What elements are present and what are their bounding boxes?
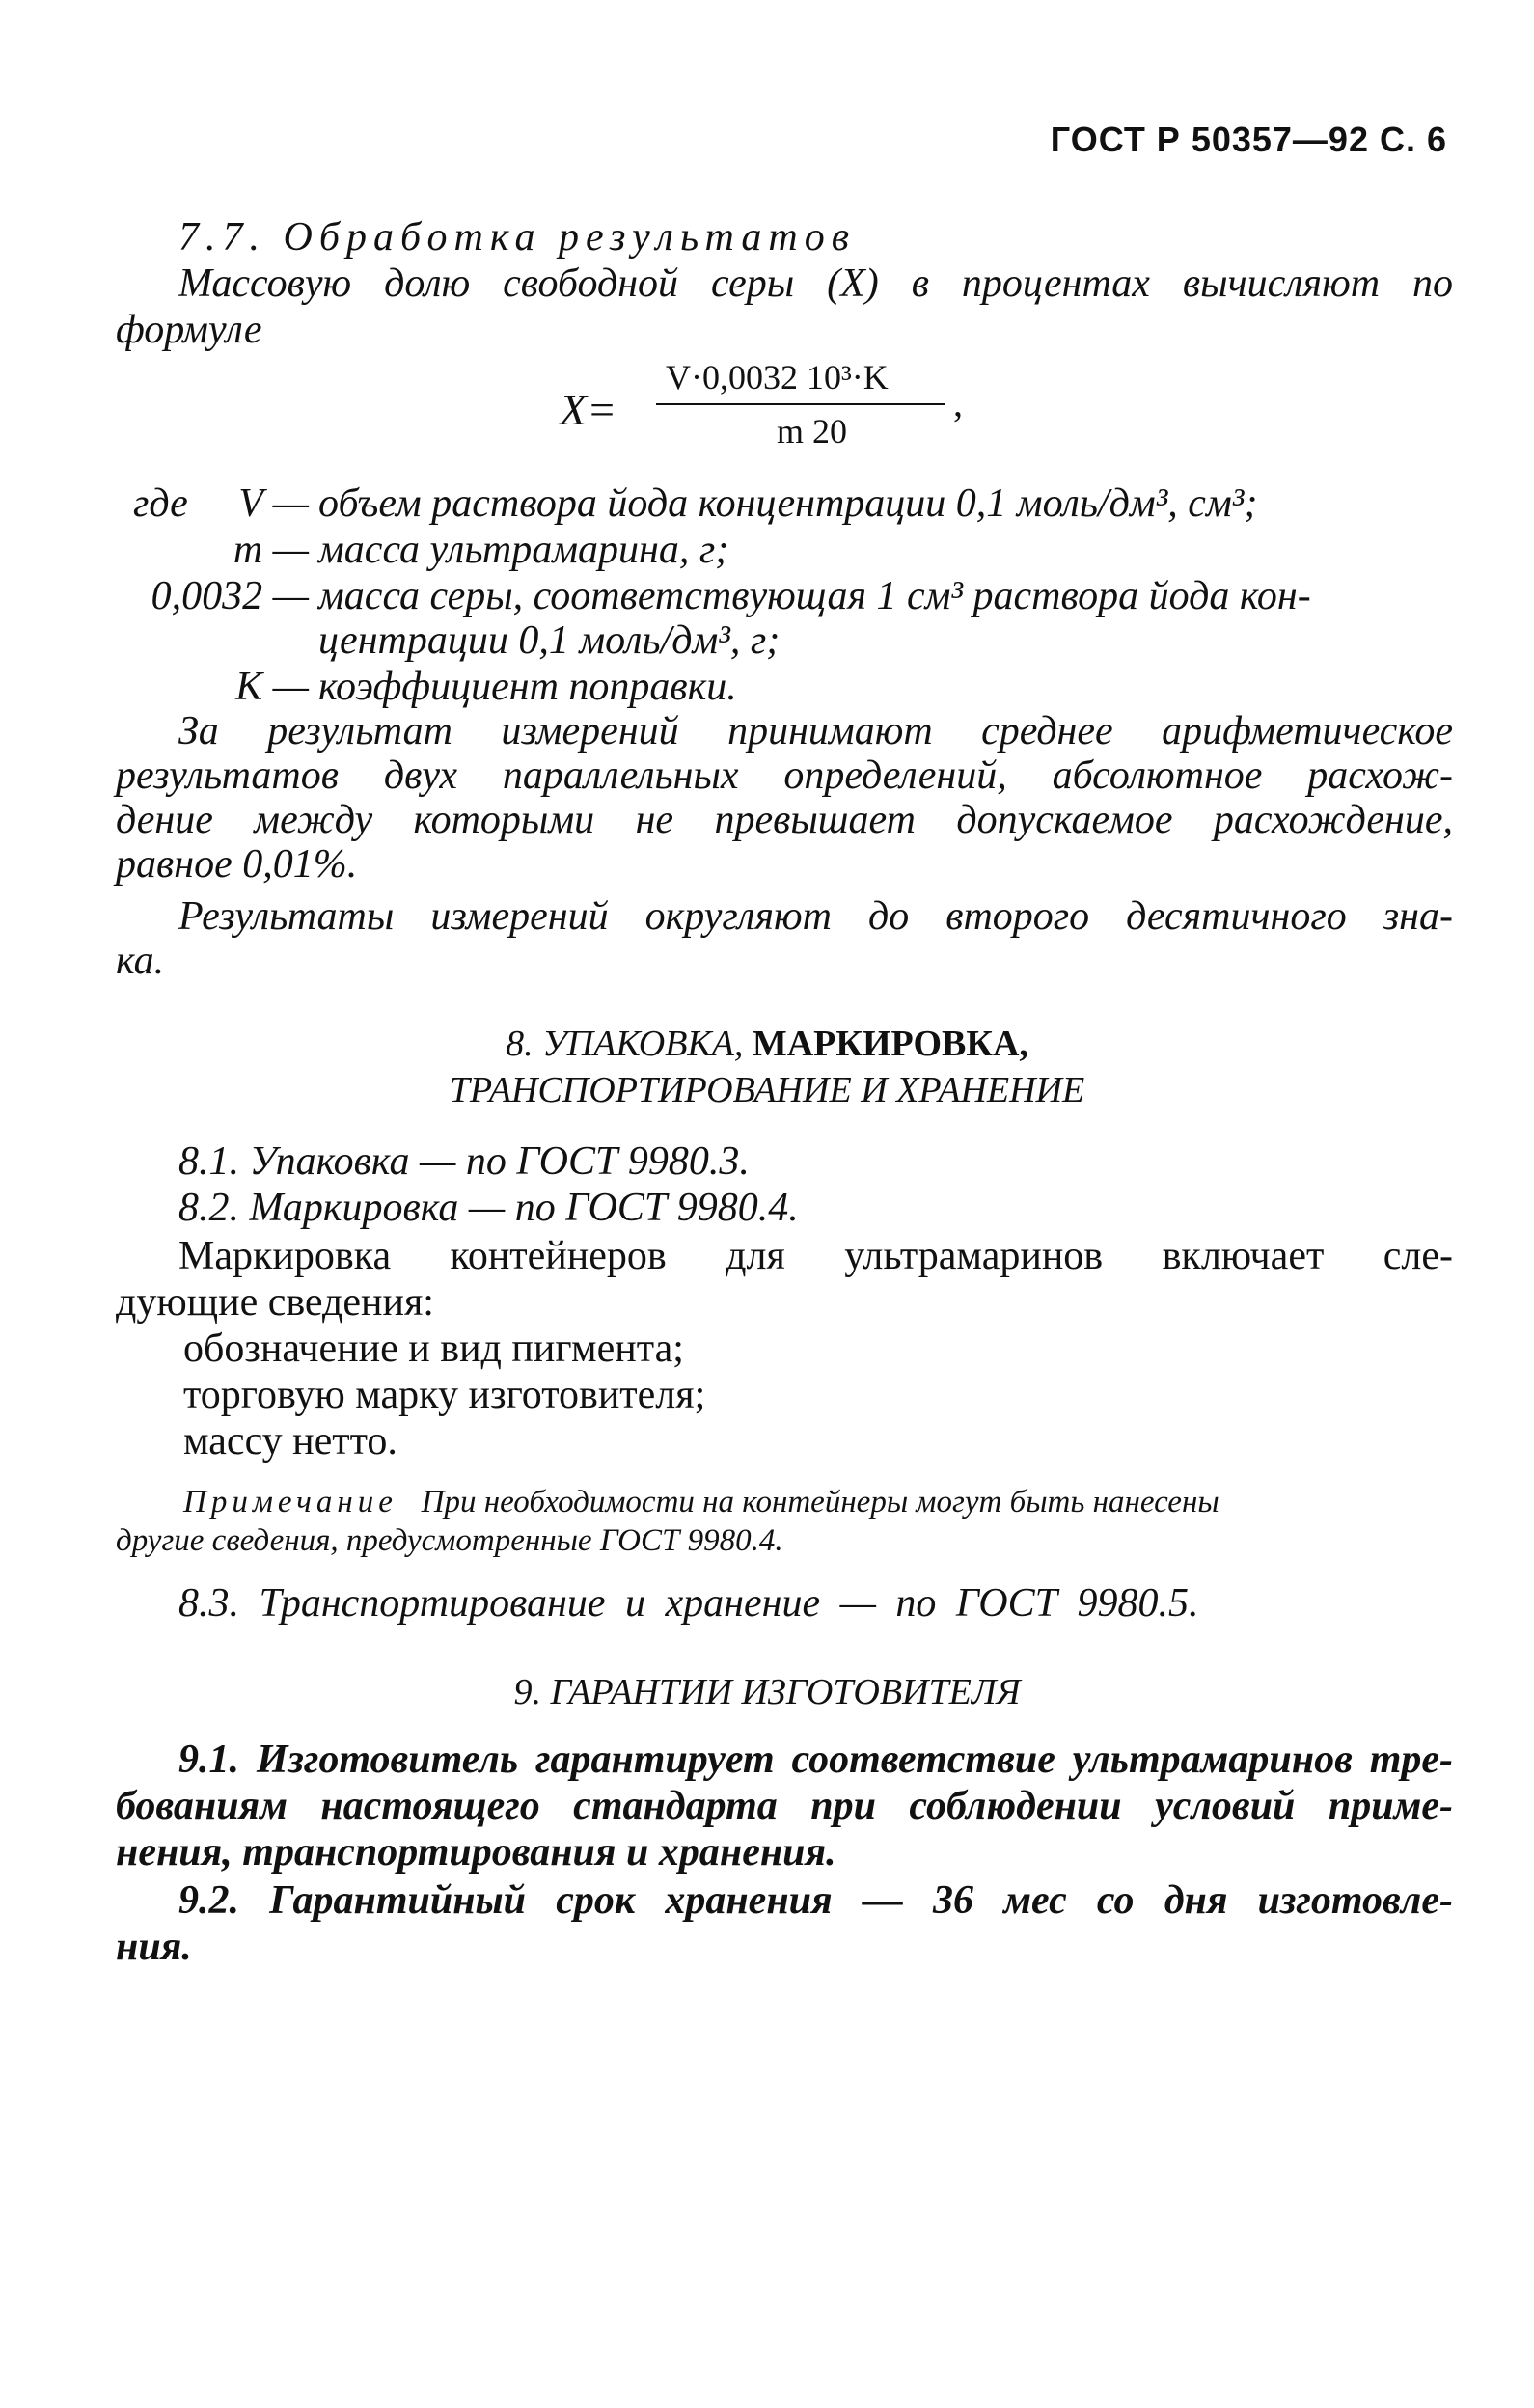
paragraph-line: За результат измерений принимают среднее арифметическое (178, 709, 1453, 753)
list-item: торговую марку изготовителя; (183, 1373, 706, 1417)
formula-denominator: m 20 (777, 412, 848, 451)
section-heading: ТРАНСПОРТИРОВАНИЕ И ХРАНЕНИЕ (449, 1070, 1085, 1110)
list-item: 8.1. Упаковка — по ГОСТ 9980.3. (178, 1139, 750, 1184)
definition-desc: коэффициент поправки. (318, 665, 737, 709)
subsection-title: 7.7. Обработка результатов (178, 215, 856, 260)
list-item: 8.3. Транспортирование и хранение — по ГОСТ 9980.5. (178, 1581, 1199, 1626)
paragraph-line: Маркировка контейнеров для ультрамаринов включает сле- (178, 1234, 1453, 1278)
formula-numerator: V·0,0032 10³·K (666, 358, 889, 397)
paragraph-line: результатов двух параллельных определений, абсолютное расхож- (116, 753, 1453, 798)
list-item: обозначение и вид пигмента; (183, 1327, 684, 1371)
paragraph-line: 9.1. Изготовитель гарантирует соответствие ультрамаринов тре- (178, 1738, 1453, 1782)
paragraph-line: дующие сведения: (116, 1280, 434, 1325)
definition-desc: объем раствора йода концентрации 0,1 моль/дм³, см³; (318, 481, 1258, 526)
where-label: где (133, 481, 188, 526)
formula-lhs: X= (560, 385, 617, 434)
formula (560, 357, 1003, 463)
section-heading: 9. ГАРАНТИИ ИЗГОТОВИТЕЛЯ (513, 1672, 1021, 1712)
definition-term: V — (238, 481, 309, 526)
definition-term: m — (233, 528, 309, 572)
list-item: массу нетто. (183, 1419, 397, 1464)
paragraph-line: нения, транспортирования и хранения. (116, 1830, 836, 1874)
definition-term: 0,0032 — (151, 574, 309, 618)
paragraph-line: дение между которыми не превышает допускаемое расхождение, (116, 798, 1453, 842)
definition-desc: масса ультрамарина, г; (318, 528, 729, 572)
definition-desc: масса серы, соответствующая 1 см³ раствора йода кон- (318, 574, 1311, 618)
paragraph-line: Результаты измерений округляют до второго десятичного зна- (178, 894, 1453, 939)
heading-part: 8. УПАКОВКА, (506, 1024, 744, 1064)
paragraph-line: равное 0,01%. (116, 842, 358, 887)
fraction-bar (656, 403, 945, 405)
paragraph-line: бованиям настоящего стандарта при соблюдении условий приме- (116, 1784, 1453, 1828)
paragraph-line: формуле (116, 308, 262, 352)
heading-part: МАРКИРОВКА, (752, 1024, 1028, 1064)
paragraph-line: 9.2. Гарантийный срок хранения — 36 мес со дня изготовле- (178, 1878, 1453, 1923)
section-heading (0, 1023, 1534, 1065)
note-line (183, 1484, 1219, 1520)
definition-desc: центрации 0,1 моль/дм³, г; (318, 618, 781, 663)
note-line: другие сведения, предусмотренные ГОСТ 9980.4. (116, 1523, 783, 1558)
note-label: Примечание (183, 1485, 397, 1519)
paragraph-line: Массовую долю свободной серы (X) в процентах вычисляют по (178, 261, 1453, 306)
paragraph-line: ния. (116, 1925, 192, 1969)
definition-term: K — (235, 665, 309, 709)
note-text: При необходимости на контейнеры могут быть нанесены (421, 1485, 1219, 1519)
list-item: 8.2. Маркировка — по ГОСТ 9980.4. (178, 1186, 799, 1230)
paragraph-line: ка. (116, 939, 165, 983)
page-header: ГОСТ Р 50357—92 С. 6 (1050, 120, 1447, 159)
formula-comma: , (953, 381, 963, 424)
